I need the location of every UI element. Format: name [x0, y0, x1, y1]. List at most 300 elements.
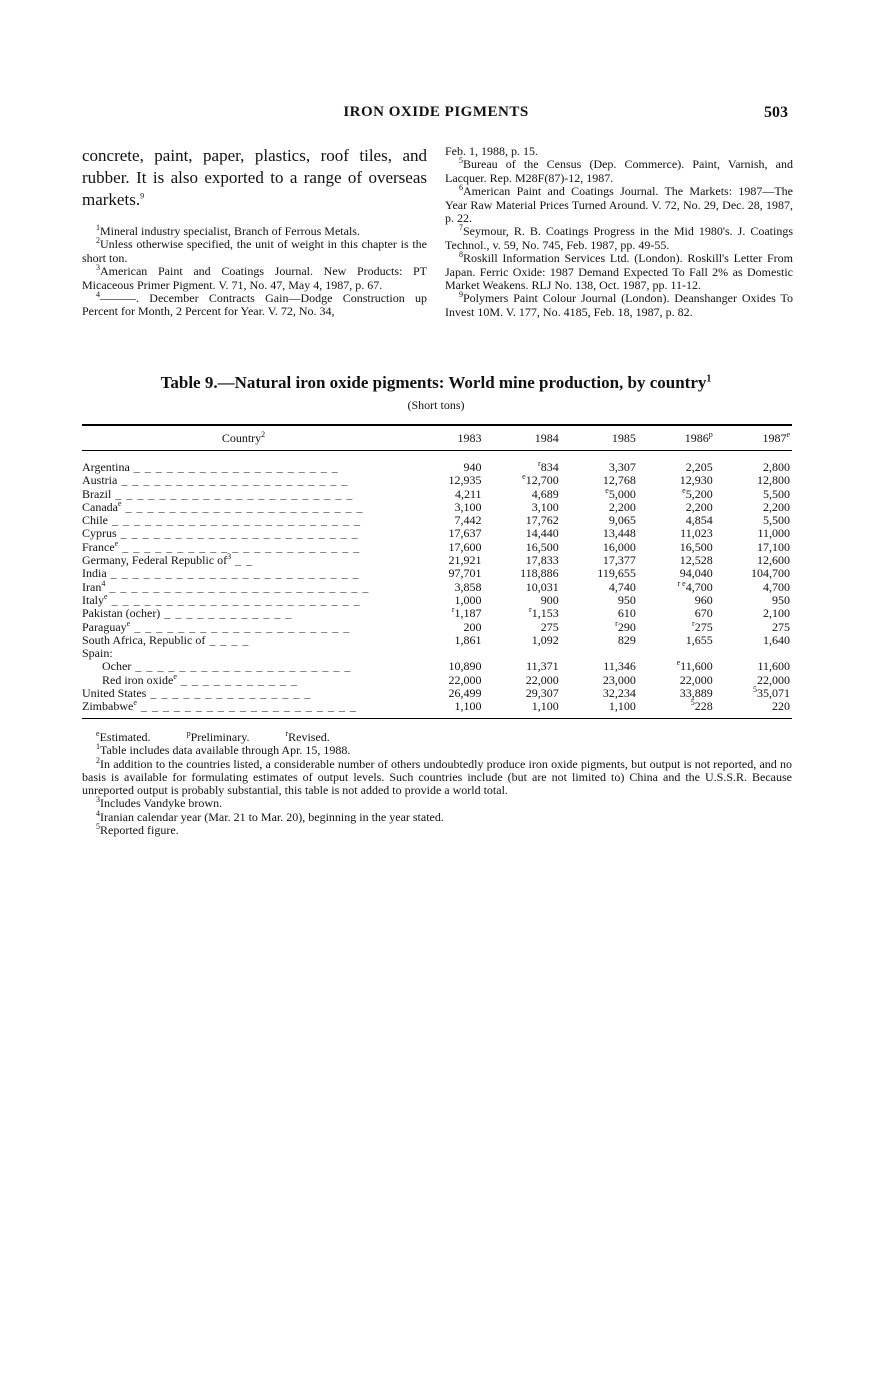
value: 1,100	[454, 699, 482, 714]
country-name: Ocher	[102, 659, 132, 674]
value-cell	[638, 527, 715, 540]
value-cell	[407, 621, 484, 634]
country-name: Germany, Federal Republic of	[82, 553, 228, 568]
dot-leader: _ _ _ _ _ _ _ _ _ _ _ _ _ _ _ _ _ _ _ _	[131, 659, 352, 674]
body-paragraph	[82, 145, 427, 211]
value-cell	[484, 700, 561, 718]
value-cell	[638, 501, 715, 514]
column-header-label: 1987	[762, 431, 787, 445]
value-cell	[484, 451, 561, 475]
value-flag: r e	[677, 578, 686, 588]
country-cell	[82, 451, 407, 475]
value: 2,200	[763, 499, 790, 514]
column-header-sup: 2	[261, 430, 266, 439]
value-cell	[407, 527, 484, 540]
value: 1,092	[531, 632, 559, 647]
value-cell	[484, 488, 561, 501]
value-cell	[407, 567, 484, 580]
footnote-number: 5	[459, 156, 463, 166]
value: 5,500	[763, 486, 790, 501]
value: 3,100	[531, 499, 559, 514]
column-header-sup: e	[786, 430, 790, 439]
value-cell	[561, 660, 638, 673]
dot-leader: _ _ _ _ _ _ _ _ _ _ _ _ _ _ _ _ _ _ _ _ _ _ _	[107, 592, 361, 607]
column-header	[82, 425, 407, 451]
value: 2,200	[685, 499, 713, 514]
value-cell	[715, 687, 792, 700]
value: 5,200	[685, 486, 713, 501]
value-flag: r	[692, 618, 695, 628]
value-cell	[407, 451, 484, 475]
country-sup: 3	[227, 552, 232, 562]
note-number: 4	[96, 808, 100, 818]
value: 1,100	[608, 699, 636, 714]
value-cell	[407, 501, 484, 514]
value: 275	[772, 619, 790, 634]
value: 200	[463, 619, 482, 634]
country-sup: e	[173, 671, 177, 681]
value-cell	[561, 527, 638, 540]
value-cell	[484, 567, 561, 580]
value-cell	[561, 567, 638, 580]
column-header	[407, 425, 484, 451]
value-cell	[484, 581, 561, 594]
value: 1,187	[454, 606, 482, 621]
note-number: 5	[96, 822, 100, 832]
footnote-text: Bureau of the Census (Dep. Commerce). Paint, Varnish, and Lacquer. Rep. M28F(87)-12, 1987.	[445, 157, 793, 185]
left-footnotes	[82, 225, 427, 319]
value-cell	[484, 554, 561, 567]
table-row	[82, 514, 792, 527]
note-number: 3	[96, 795, 100, 805]
country-name: South Africa, Republic of	[82, 632, 206, 647]
value-cell	[638, 660, 715, 673]
note-number: 1	[96, 742, 100, 752]
footnote-text: Unless otherwise specified, the unit of weight in this chapter is the short ton.	[82, 237, 427, 265]
value: 4,700	[685, 579, 713, 594]
value-cell	[715, 474, 792, 487]
value: 950	[772, 592, 790, 607]
value: 22,000	[679, 672, 713, 687]
value: 14,440	[525, 526, 559, 541]
country-sup: e	[117, 498, 122, 508]
country-sup: e	[104, 591, 108, 601]
country-name: Pakistan (ocher)	[82, 606, 161, 621]
value-cell	[484, 541, 561, 554]
footnote-text: ———. December Contracts Gain—Dodge Construction up Percent for Month, 2 Percent for Year. V. 72, No. 34,	[82, 291, 427, 319]
symbol-entry	[96, 730, 169, 744]
value: 2,100	[763, 606, 790, 621]
value-cell	[715, 700, 792, 718]
page-number: 503	[764, 104, 788, 121]
value-cell	[638, 541, 715, 554]
value: 10,031	[525, 579, 559, 594]
value-cell	[561, 451, 638, 475]
value-cell	[407, 554, 484, 567]
country-name: Spain:	[82, 646, 113, 661]
value: 17,833	[525, 553, 559, 568]
column-header	[638, 425, 715, 451]
country-cell	[82, 647, 407, 660]
value-cell	[561, 594, 638, 607]
value: 4,740	[608, 579, 636, 594]
note-number: 2	[96, 755, 100, 765]
value: 16,500	[525, 539, 559, 554]
symbol-mark: e	[96, 729, 100, 738]
value: 2,205	[685, 460, 713, 474]
value: 32,234	[602, 686, 636, 701]
value: 11,000	[757, 526, 790, 541]
value-cell	[638, 618, 715, 634]
value-cell	[561, 647, 638, 660]
value-cell	[638, 594, 715, 607]
value-flag: e	[682, 485, 686, 495]
dot-leader: _ _ _ _ _ _ _ _ _ _ _ _ _ _ _ _ _ _ _ _ _ _	[116, 526, 359, 541]
value-cell	[561, 485, 638, 501]
symbol-entry	[187, 730, 268, 744]
footnote-number: 3	[96, 263, 100, 273]
value-cell	[638, 485, 715, 501]
value-cell	[407, 647, 484, 660]
table-row	[82, 554, 792, 567]
value: 29,307	[525, 686, 559, 701]
value: 97,701	[448, 566, 482, 581]
value-cell	[638, 554, 715, 567]
value: 11,600	[680, 659, 713, 674]
value-cell	[715, 527, 792, 540]
table-note	[82, 808, 792, 824]
table-row	[82, 621, 792, 634]
value-cell	[715, 607, 792, 620]
value-cell	[561, 618, 638, 634]
value-cell	[407, 700, 484, 718]
dot-leader: _ _ _ _ _ _ _ _ _ _ _ _ _ _ _ _ _ _ _ _ _ _	[111, 486, 354, 501]
value-cell	[638, 700, 715, 718]
value-cell	[561, 607, 638, 620]
table-row	[82, 581, 792, 594]
value-cell	[484, 674, 561, 687]
value: 10,890	[448, 659, 482, 674]
value-cell	[407, 687, 484, 700]
value-flag: 5	[690, 698, 695, 708]
right-footnotes	[445, 158, 793, 319]
column-header	[484, 425, 561, 451]
dot-leader: _ _ _ _ _ _ _ _ _ _ _ _ _ _ _ _ _ _ _ _ _ _	[121, 499, 364, 514]
value-cell	[484, 687, 561, 700]
value: 35,071	[757, 686, 790, 701]
table-row	[82, 451, 792, 475]
table-note	[82, 755, 792, 798]
country-name: Chile	[82, 513, 108, 528]
country-cell	[82, 554, 407, 567]
footnote	[445, 252, 793, 292]
country-cell	[82, 671, 407, 687]
footnote	[445, 292, 793, 319]
value: 2,800	[763, 460, 790, 474]
dot-leader: _ _ _ _ _ _ _ _ _ _ _ _ _ _ _ _ _ _ _ _	[130, 619, 351, 634]
value: 4,854	[685, 513, 713, 528]
footnote	[445, 225, 793, 252]
column-header-label: 1985	[611, 431, 636, 445]
value-cell	[484, 527, 561, 540]
note-text: Reported figure.	[100, 823, 179, 838]
country-name: Cyprus	[82, 526, 117, 541]
footnote-text: American Paint and Coatings Journal. New Products: PT Micaceous Primer Pigment. V. 71, No. 47, May 4, 1987, p. 67.	[82, 264, 427, 292]
value: 12,768	[602, 473, 636, 488]
value: 1,640	[763, 632, 790, 647]
value: 12,600	[757, 553, 790, 568]
country-cell	[82, 700, 407, 718]
value-cell	[407, 474, 484, 487]
country-name: Argentina	[82, 460, 130, 474]
value-flag: e	[605, 485, 609, 495]
value-cell	[484, 647, 561, 660]
value: 4,211	[454, 486, 482, 501]
value: 11,600	[757, 659, 790, 674]
country-cell	[82, 567, 407, 580]
value: 3,307	[608, 460, 636, 474]
country-sup: e	[133, 698, 137, 708]
body-text: concrete, paint, paper, plastics, roof tiles, and rubber. It is also exported to a range of overseas markets.	[82, 146, 427, 209]
value: 11,023	[680, 526, 713, 541]
value: 670	[694, 606, 713, 621]
value-cell	[638, 578, 715, 594]
dot-leader: _ _ _ _ _ _ _ _ _ _ _ _ _ _ _ _ _ _ _ _	[136, 699, 357, 714]
running-head-title: IRON OXIDE PIGMENTS	[343, 104, 529, 120]
table-row	[82, 634, 792, 647]
symbol-text: Preliminary.	[190, 730, 250, 744]
value-flag: e	[522, 472, 526, 482]
value: 3,858	[454, 579, 482, 594]
country-cell	[82, 607, 407, 620]
value: 1,861	[454, 632, 482, 647]
left-column	[82, 145, 427, 319]
symbol-text: Estimated.	[99, 730, 151, 744]
value-cell	[561, 700, 638, 718]
table-row	[82, 488, 792, 501]
value: 12,935	[448, 473, 482, 488]
value: 17,762	[525, 513, 559, 528]
country-sup: e	[126, 618, 131, 628]
value: 12,800	[757, 473, 790, 488]
value: 1,100	[531, 699, 559, 714]
value: 13,448	[602, 526, 636, 541]
footnote-text: Seymour, R. B. Coatings Progress in the Mid 1980's. J. Coatings Technol., v. 59, No. 745, Feb. 1987, pp. 49-55.	[445, 224, 793, 252]
value-cell	[561, 554, 638, 567]
value: 11,371	[526, 659, 559, 674]
table-note	[82, 824, 792, 837]
dot-leader: _ _	[231, 553, 254, 568]
value-cell	[484, 474, 561, 487]
footnote	[82, 292, 427, 319]
table-row	[82, 527, 792, 540]
table-row	[82, 594, 792, 607]
value-flag: r	[538, 459, 541, 468]
value-cell	[484, 621, 561, 634]
table-notes	[82, 731, 792, 837]
value-cell	[484, 514, 561, 527]
value-cell	[638, 514, 715, 527]
value-cell	[407, 607, 484, 620]
dot-leader: _ _ _ _ _ _ _ _ _ _ _ _ _ _ _ _ _ _ _ _ _	[117, 473, 349, 488]
table-note	[82, 744, 792, 757]
value: 220	[772, 699, 790, 714]
value: 610	[617, 606, 636, 621]
footnote-ref: 9	[140, 191, 145, 201]
footnote-number: 1	[96, 223, 100, 232]
footnote-number: 7	[459, 223, 463, 233]
value-cell	[715, 647, 792, 660]
value: 960	[694, 592, 713, 607]
value-cell	[561, 687, 638, 700]
value-cell	[715, 567, 792, 580]
footnote-number: 8	[459, 250, 463, 260]
table-row	[82, 501, 792, 514]
value: 11,346	[603, 659, 636, 674]
value-cell	[715, 581, 792, 594]
country-name: Iran	[82, 579, 102, 594]
value-flag: 5	[753, 685, 757, 695]
country-name: Canada	[82, 499, 118, 514]
footnote-text: Mineral industry specialist, Branch of Ferrous Metals.	[100, 224, 360, 238]
value: 829	[617, 632, 636, 647]
value-flag: e	[676, 658, 681, 668]
value: 118,886	[520, 566, 559, 581]
value-cell	[638, 674, 715, 687]
country-name: France	[82, 539, 115, 554]
value-cell	[715, 501, 792, 514]
value: 17,600	[448, 539, 482, 554]
table-body	[82, 451, 792, 719]
value-cell	[484, 660, 561, 673]
country-cell	[82, 474, 407, 487]
value: 22,000	[757, 672, 790, 687]
country-cell	[82, 591, 407, 607]
note-list	[82, 744, 792, 837]
note-text: Table includes data available through Apr. 15, 1988.	[100, 743, 351, 758]
footnote	[82, 265, 427, 292]
country-name: Zimbabwe	[82, 699, 134, 714]
value-cell	[715, 660, 792, 673]
value: 5,500	[763, 513, 790, 528]
value-flag: r	[451, 605, 455, 615]
value-cell	[715, 541, 792, 554]
production-table	[82, 424, 792, 719]
value: 119,655	[597, 566, 636, 581]
value-cell	[484, 501, 561, 514]
value: 900	[540, 592, 559, 607]
country-cell	[82, 660, 407, 673]
value-cell	[484, 634, 561, 647]
value-cell	[561, 634, 638, 647]
country-cell	[82, 498, 407, 514]
dot-leader: _ _ _ _ _ _ _ _ _ _ _ _ _ _ _ _ _ _ _ _ _ _ _	[106, 566, 360, 581]
country-name: United States	[82, 686, 147, 701]
footnote-number: 6	[459, 183, 463, 193]
dot-leader: _ _ _ _ _ _ _ _ _ _ _ _ _ _ _	[146, 686, 312, 701]
value-cell	[638, 634, 715, 647]
table-units: (Short tons)	[407, 398, 465, 412]
footnote-number: 4	[96, 290, 100, 300]
table-row	[82, 607, 792, 620]
value: 275	[540, 619, 559, 634]
symbol-entry	[285, 730, 347, 744]
value-cell	[715, 621, 792, 634]
dot-leader: _ _ _ _ _ _ _ _ _ _ _ _ _ _ _ _ _ _ _ _ _ _	[118, 539, 361, 554]
table-row	[82, 674, 792, 687]
value: 4,700	[763, 579, 790, 594]
table-row	[82, 700, 792, 718]
value: 22,000	[448, 672, 482, 687]
value: 16,500	[679, 539, 713, 554]
country-sup: e	[114, 538, 119, 548]
footnote-number: 9	[459, 290, 463, 300]
column-header-label: 1983	[457, 431, 482, 445]
value: 16,000	[602, 539, 636, 554]
country-cell	[82, 578, 407, 594]
note-text: Iranian calendar year (Mar. 21 to Mar. 20), beginning in the year stated.	[100, 809, 444, 824]
value-cell	[561, 514, 638, 527]
value: 12,930	[679, 473, 713, 488]
value: 12,700	[525, 473, 559, 488]
country-name: India	[82, 566, 107, 581]
country-name: Austria	[82, 473, 118, 488]
country-name: Paraguay	[82, 619, 127, 634]
column-header-sup: p	[708, 430, 713, 439]
column-header-label: 1984	[534, 431, 559, 445]
value: 17,377	[602, 553, 636, 568]
value: 23,000	[602, 672, 636, 687]
value: 7,442	[454, 513, 482, 528]
dot-leader: _ _ _ _ _ _ _ _ _ _ _ _ _ _ _ _ _ _ _	[129, 460, 339, 474]
value-cell	[638, 451, 715, 475]
value: 834	[540, 460, 559, 474]
value-cell	[715, 594, 792, 607]
symbol-text: Revised.	[288, 730, 330, 744]
value-cell	[638, 567, 715, 580]
country-cell	[82, 527, 407, 540]
value-cell	[561, 474, 638, 487]
value: 12,528	[679, 553, 713, 568]
value: 3,100	[454, 499, 482, 514]
note-text: Includes Vandyke brown.	[100, 796, 223, 811]
symbol-mark: p	[186, 729, 191, 738]
dot-leader: _ _ _ _ _ _ _ _ _ _ _ _ _ _ _ _ _ _ _ _ _ _ _ _	[105, 579, 370, 594]
country-name: Red iron oxide	[102, 672, 174, 687]
column-header	[715, 425, 792, 451]
dot-leader: _ _ _ _ _ _ _ _ _ _ _ _	[160, 606, 293, 621]
value: 290	[617, 619, 636, 634]
value: 5,000	[608, 486, 636, 501]
footnote	[82, 238, 427, 265]
value-cell	[715, 634, 792, 647]
value: 275	[694, 619, 713, 634]
value: 94,040	[679, 566, 713, 581]
footnote-continuation: Feb. 1, 1988, p. 15.	[445, 144, 538, 158]
value-cell	[715, 488, 792, 501]
footnote	[445, 158, 793, 185]
value-cell	[715, 514, 792, 527]
value: 1,000	[454, 592, 482, 607]
value: 940	[463, 460, 482, 474]
country-cell	[82, 634, 407, 647]
value-flag: r	[615, 618, 618, 628]
value: 26,499	[448, 686, 482, 701]
right-column	[445, 145, 793, 319]
table-title	[0, 373, 872, 393]
value-cell	[407, 634, 484, 647]
value: 33,889	[679, 686, 713, 701]
